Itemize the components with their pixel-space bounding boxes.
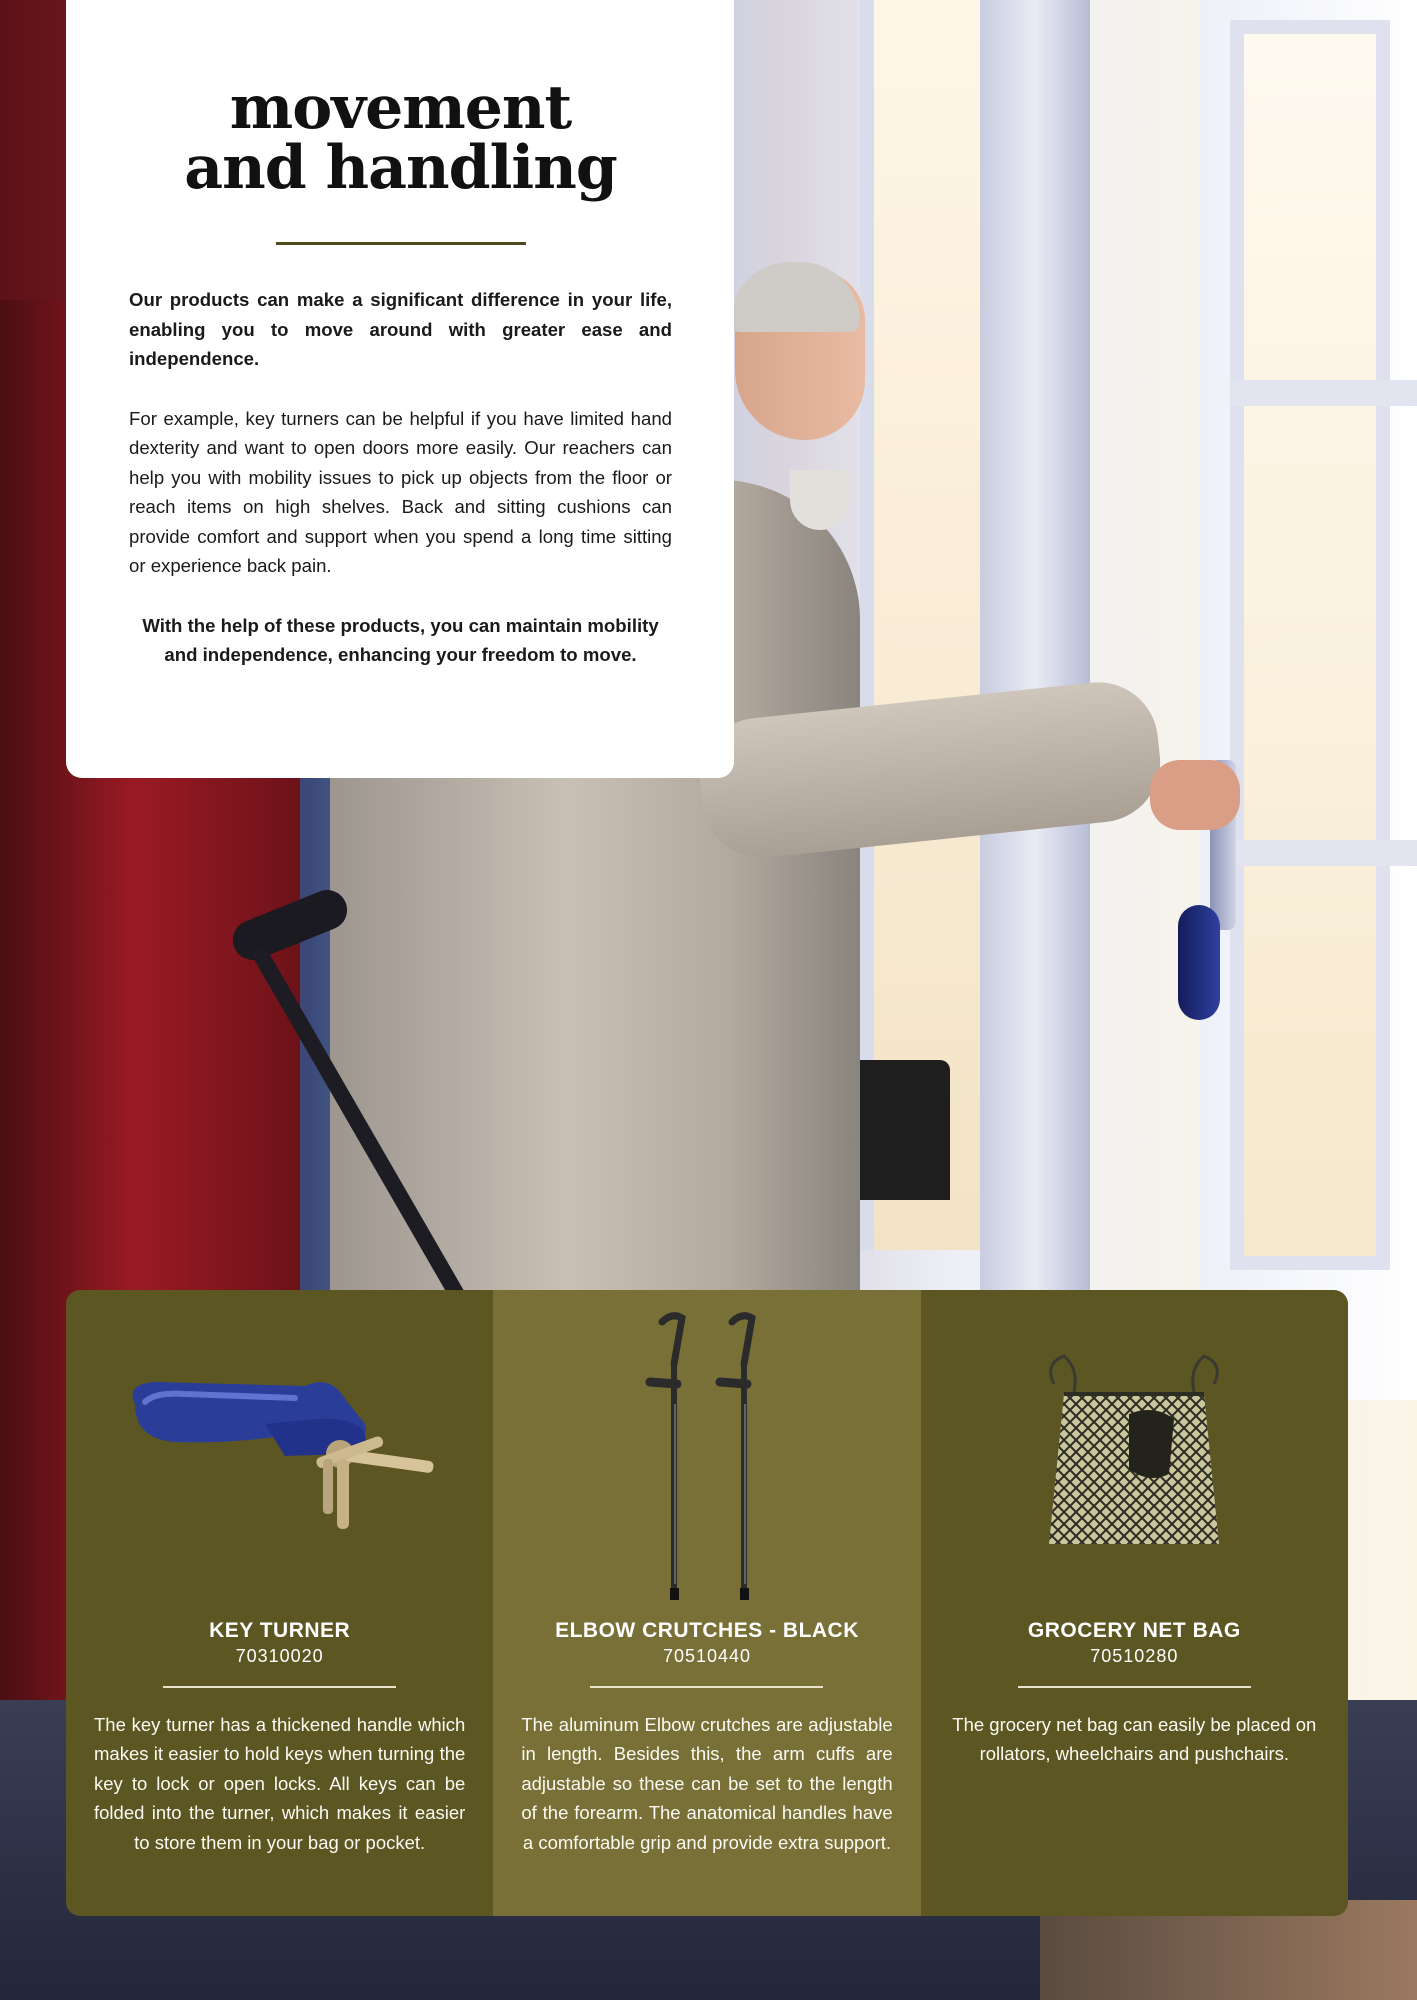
products-panel bbox=[66, 1290, 1348, 1916]
title-divider bbox=[276, 242, 526, 245]
man-hair bbox=[730, 262, 860, 332]
intro-card bbox=[66, 0, 734, 778]
product-divider bbox=[590, 1686, 823, 1688]
product-divider bbox=[1018, 1686, 1251, 1688]
product-code: 70310020 bbox=[235, 1646, 324, 1666]
window-bar bbox=[1230, 840, 1417, 866]
product-card-grocery-net-bag bbox=[921, 1290, 1348, 1916]
product-name: KEY TURNER bbox=[209, 1619, 351, 1642]
window-bar bbox=[1230, 380, 1417, 406]
product-code: 70510440 bbox=[662, 1646, 752, 1666]
intro-closing-paragraph: With the help of these products, you can maintain mobility and independence, enhancing your freedom to move. bbox=[142, 614, 659, 665]
page-title bbox=[129, 73, 672, 203]
product-code: 70510280 bbox=[1090, 1646, 1179, 1666]
title-line-1: movement bbox=[229, 73, 572, 143]
title-line-2: and handling bbox=[184, 133, 617, 203]
product-description: The aluminum Elbow crutches are adjustable in length. Besides this, the arm cuffs are adjustable so these can be set to the length of the forearm. The anatomical handles have a comfortable grip and provide extra support. bbox=[521, 1713, 893, 1853]
product-card-elbow-crutches bbox=[493, 1290, 920, 1916]
key-turner-icon bbox=[94, 1290, 465, 1618]
product-name: ELBOW CRUTCHES - BLACK bbox=[555, 1619, 859, 1642]
grocery-net-bag-icon bbox=[949, 1290, 1320, 1618]
man-beard bbox=[790, 470, 850, 530]
product-divider bbox=[163, 1686, 396, 1688]
product-card-key-turner bbox=[66, 1290, 493, 1916]
door-frame bbox=[980, 0, 1090, 1300]
intro-body-paragraph: For example, key turners can be helpful if you have limited hand dexterity and want to open doors more easily. Our reachers can help you with mobility issues to pick up objects from the floor or reach items on high shelves. Back and sitting cushions can provide comfort and support when you spend a long time sitting or experience back pain. bbox=[129, 407, 672, 576]
man-hand bbox=[1150, 760, 1240, 830]
window-pane bbox=[1230, 20, 1390, 1270]
product-description: The grocery net bag can easily be placed on rollators, wheelchairs and pushchairs. bbox=[952, 1713, 1317, 1764]
intro-lead-paragraph: Our products can make a significant difference in your life, enabling you to move around with greater ease and independence. bbox=[129, 289, 672, 369]
product-description: The key turner has a thickened handle which makes it easier to hold keys when turning the key to lock or open locks. All keys can be folded into the turner, which makes it easier to store them in your bag or pocket. bbox=[94, 1713, 466, 1853]
key-turner-in-door bbox=[1178, 905, 1220, 1020]
product-name: GROCERY NET BAG bbox=[1027, 1619, 1241, 1642]
elbow-crutches-icon bbox=[521, 1290, 892, 1618]
